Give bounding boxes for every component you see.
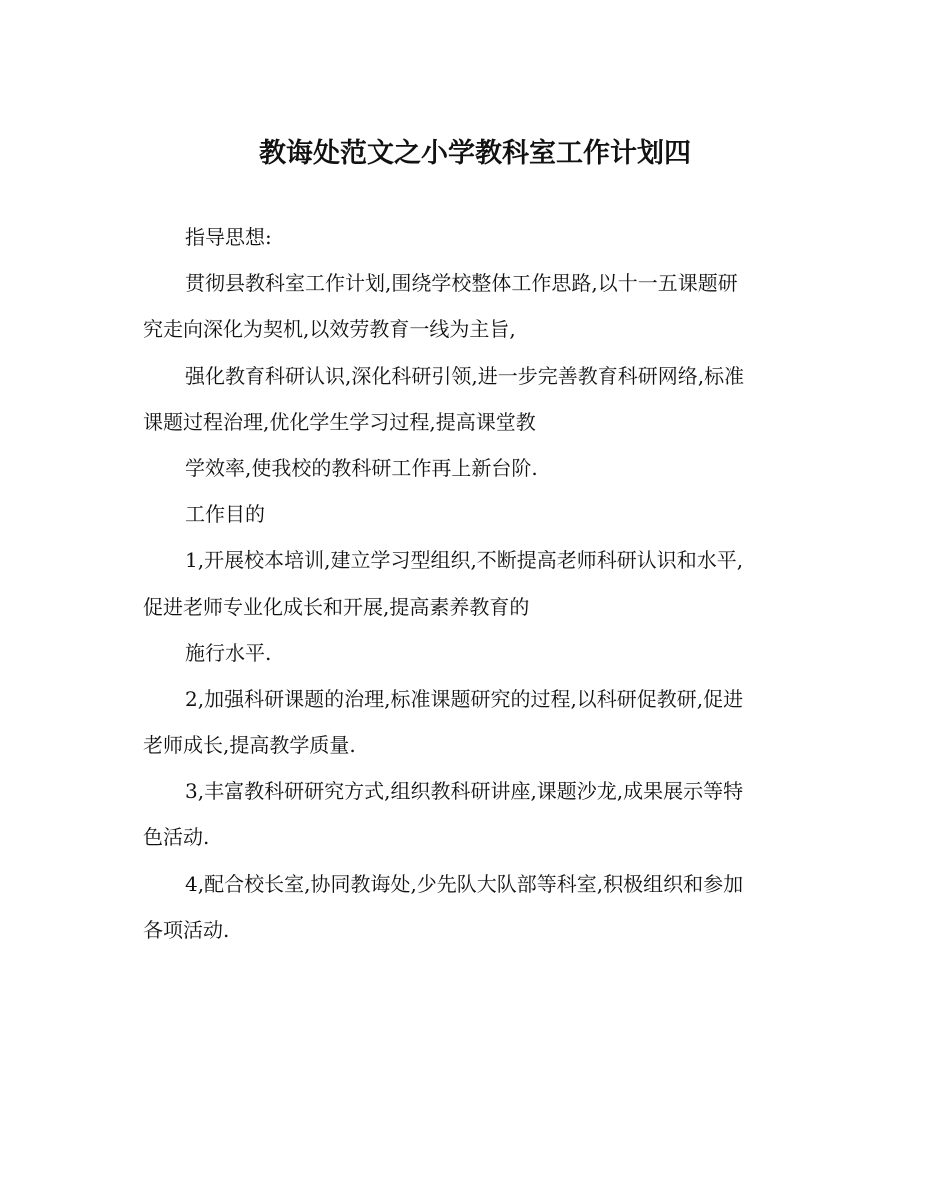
paragraph-line: 老师成长,提高教学质量. [143, 733, 356, 758]
paragraph-line: 4,配合校长室,协同教诲处,少先队大队部等科室,积极组织和参加 [185, 871, 744, 896]
document-body [143, 214, 808, 953]
paragraph-line: 课题过程治理,优化学生学习过程,提高课堂教 [143, 409, 536, 434]
paragraph-line: 3,丰富教科研研究方式,组织教科研讲座,课题沙龙,成果展示等特 [185, 779, 744, 804]
paragraph-line: 1,开展校本培训,建立学习型组织,不断提高老师科研认识和水平, [185, 548, 744, 573]
paragraph-line: 贯彻县教科室工作计划,围绕学校整体工作思路,以十一五课题研 [185, 271, 738, 296]
paragraph-line: 2,加强科研课题的治理,标准课题研究的过程,以科研促教研,促进 [185, 686, 744, 711]
paragraph-line: 强化教育科研认识,深化科研引领,进一步完善教育科研网络,标准 [185, 363, 745, 388]
paragraph-line: 究走向深化为契机,以效劳教育一线为主旨, [143, 317, 516, 342]
paragraph-line: 学效率,使我校的教科研工作再上新台阶. [185, 455, 538, 480]
paragraph-line: 施行水平. [185, 640, 272, 665]
paragraph-line: 工作目的 [185, 502, 265, 527]
document-title: 教诲处范文之小学教科室工作计划四 [259, 138, 691, 169]
paragraph-line: 各项活动. [143, 917, 230, 942]
paragraph-line: 指导思想: [185, 225, 272, 249]
paragraph-line: 色活动. [143, 825, 210, 850]
paragraph-line: 促进老师专业化成长和开展,提高素养教育的 [143, 594, 530, 619]
